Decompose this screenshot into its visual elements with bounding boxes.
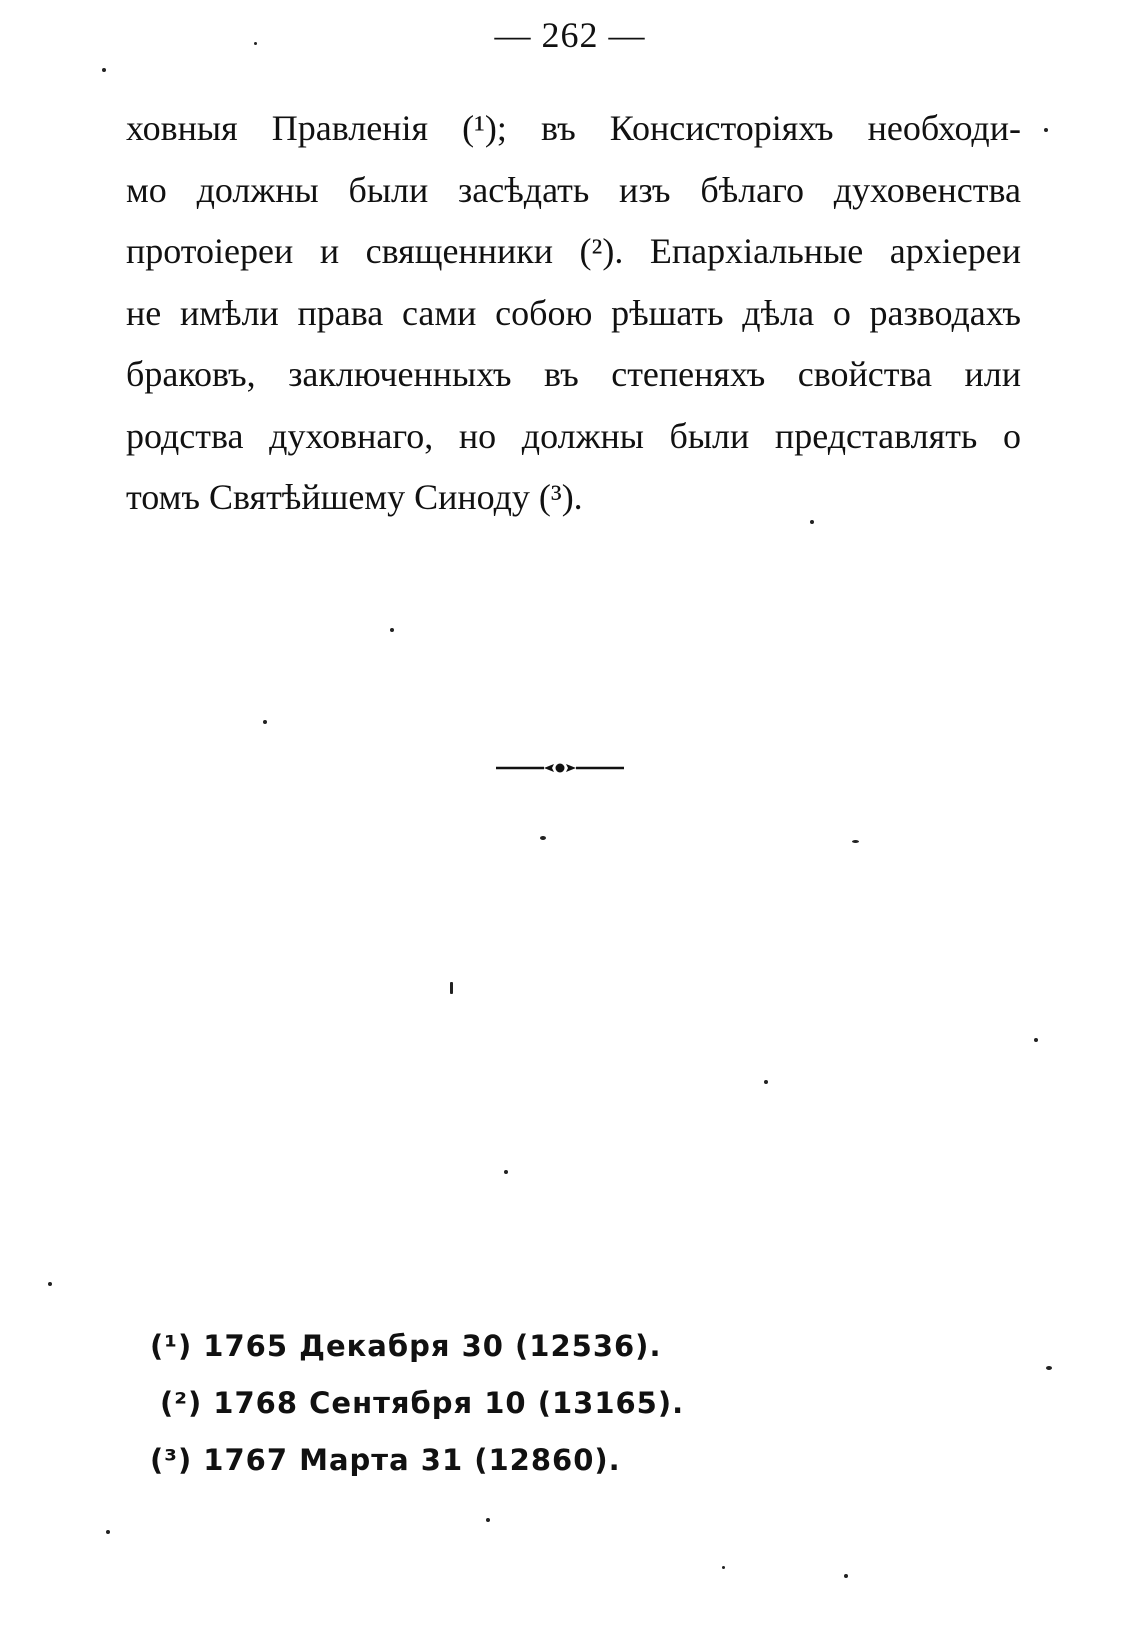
scan-speck [1046,1366,1052,1370]
scan-speck [263,720,267,724]
footnote: (²) 1768 Сентября 10 (13165). [160,1386,685,1420]
scan-speck [1044,128,1048,132]
scan-speck [390,628,394,632]
scan-speck [486,1518,490,1522]
body-line: родства духовнаго, но должны были представлять о [126,415,1021,456]
footnote: (³) 1767 Марта 31 (12860). [150,1443,621,1477]
scan-speck [102,68,106,72]
scan-speck [106,1530,110,1534]
body-line: ховныя Правленія (¹); въ Консисторіяхъ необходи- [126,108,1021,148]
scan-speck [722,1566,725,1569]
scan-speck [764,1080,768,1084]
footnotes [150,1318,750,1489]
scan-speck [852,840,859,843]
body-line: не имѣли права сами собою рѣшать дѣла о разводахъ [126,292,1021,333]
scan-speck [504,1170,508,1174]
footnote: (¹) 1765 Декабря 30 (12536). [150,1329,662,1363]
body-line: браковъ, заключенныхъ въ степеняхъ свойства или [126,354,1021,394]
scan-speck [254,42,257,45]
scan-speck [48,1282,52,1286]
scan-speck [1034,1038,1038,1042]
page-number: — 262 — [494,15,646,55]
scan-speck [810,520,814,524]
scan-speck [540,836,546,840]
body-line: томъ Святѣйшему Синоду (³). [126,477,583,517]
scan-speck [844,1574,848,1578]
body-text [126,98,1021,529]
body-line: мо должны были засѣдать изъ бѣлаго духовенства [126,169,1021,210]
fleuron-divider-icon [494,752,626,784]
scan-speck [450,982,453,994]
body-line: протоіереи и священники (²). Епархіальные архіереи [126,231,1021,271]
